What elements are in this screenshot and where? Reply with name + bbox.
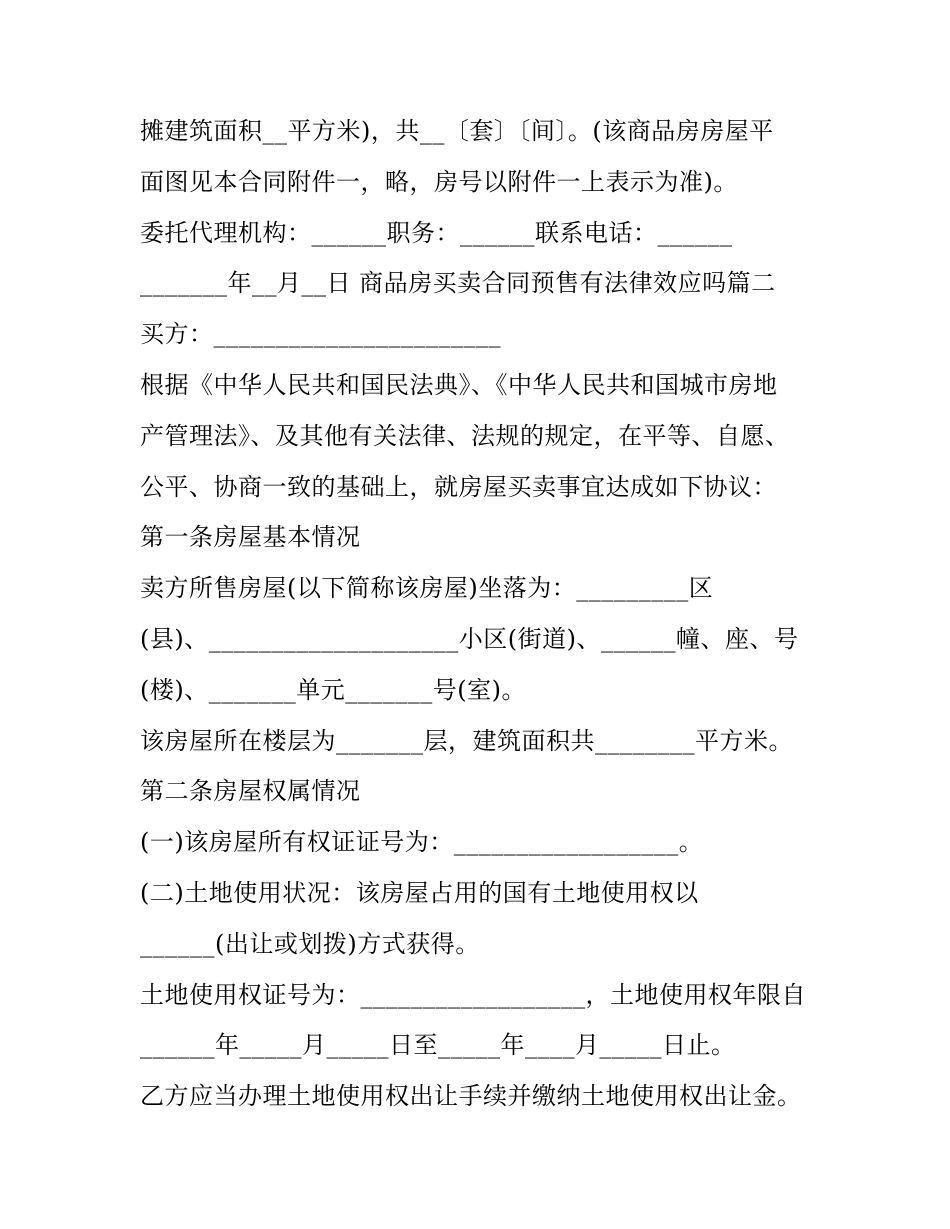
text-line: (二)土地使用状况：该房屋占用的国有土地使用权以 [140,878,699,907]
text-line: ______年_____月_____日至_____年____月_____日止。 [140,1031,736,1060]
text-line: 摊建筑面积__平方米)，共__〔套〕〔间〕。(该商品房房屋平 [140,117,774,145]
text-line: 买方：_______________________ [140,320,501,349]
section-heading: 第二条房屋权属情况 [140,777,361,806]
text-line: 该房屋所在楼层为_______层，建筑面积共________平方米。 [140,726,793,755]
text-line: 乙方应当办理土地使用权出让手续并缴纳土地使用权出让金。 [140,1082,802,1111]
text-line: (一)该房屋所有权证证号为：__________________。 [140,828,704,857]
document-body [140,106,830,1122]
text-line: 土地使用权证号为：__________________，土地使用权年限自 [140,980,806,1009]
text-line: 卖方所售房屋(以下简称该房屋)坐落为：_________区 [140,574,714,603]
text-line: (县)、____________________小区(街道)、______幢、座、号 [140,624,799,653]
text-line: 根据《中华人民共和国民法典》、《中华人民共和国城市房地 [140,370,778,399]
text-line: (楼)、_______单元_______号(室)。 [140,675,526,704]
text-line: ______(出让或划拨)方式获得。 [140,929,480,958]
text-line: 委托代理机构：______职务：______联系电话：______ [140,218,733,247]
text-line: 产管理法》、及其他有关法律、法规的规定，在平等、自愿、 [140,421,790,450]
section-heading: 第一条房屋基本情况 [140,523,361,552]
text-line: _______年__月__日 商品房买卖合同预售有法律效应吗篇二 [140,269,776,298]
text-line: 面图见本合同附件一，略，房号以附件一上表示为准)。 [140,167,738,196]
text-line: 公平、协商一致的基础上，就房屋买卖事宜达成如下协议： [140,472,777,501]
